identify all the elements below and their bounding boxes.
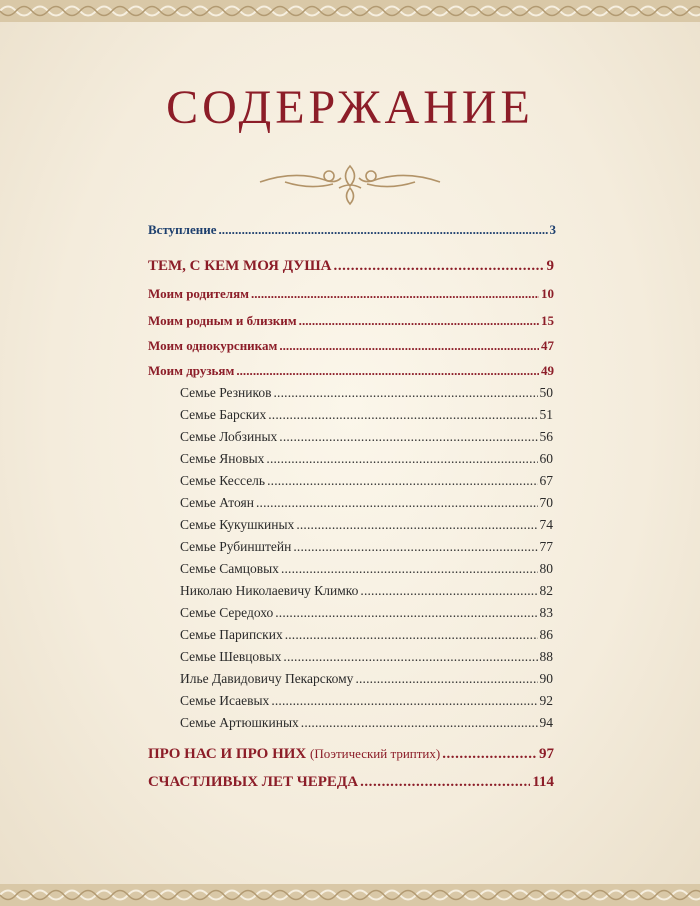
page-title: СОДЕРЖАНИЕ — [166, 81, 534, 134]
toc-entry-row[interactable]: Семье Яновых . . . 60 — [180, 451, 553, 467]
toc-entry-row[interactable]: Семье Середохо . . . 83 — [180, 605, 553, 621]
bottom-ornamental-border — [0, 884, 700, 906]
toc-section-row[interactable]: ПРО НАС И ПРО НИХ (Поэтический триптих) . . . 97 — [148, 746, 554, 763]
toc-entry-row[interactable]: Семье Шевцовых . . . 88 — [180, 649, 553, 665]
toc-subsection-row[interactable]: Моим однокурсникам . . . 47 — [148, 338, 554, 354]
toc-section-row[interactable]: СЧАСТЛИВЫХ ЛЕТ ЧЕРЕДА . . . 114 — [148, 774, 554, 791]
toc-entry-row[interactable]: Семье Атоян . . . 70 — [180, 495, 553, 511]
toc-entry-row[interactable]: Николаю Николаевичу Климко . . . 82 — [180, 583, 553, 599]
toc-entry-row[interactable]: Семье Артюшкиных . . . 94 — [180, 715, 553, 731]
toc-entry-row[interactable]: Семье Рубинштейн . . . 77 — [180, 539, 553, 555]
toc-intro-row[interactable]: Вступление . . . 3 — [148, 222, 556, 238]
toc-entry-row[interactable]: Семье Лобзиных . . . 56 — [180, 429, 553, 445]
flourish-ornament-icon — [255, 160, 445, 210]
toc-subsection-row[interactable]: Моим родным и близким . . . 15 — [148, 313, 554, 329]
toc-section-row[interactable]: ТЕМ, С КЕМ МОЯ ДУША . . . 9 — [148, 258, 554, 275]
toc-entry-row[interactable]: Семье Самцовых . . . 80 — [180, 561, 553, 577]
top-ornamental-border — [0, 0, 700, 22]
toc-subsection-row[interactable]: Моим родителям . . . 10 — [148, 286, 554, 302]
toc-entry-row[interactable]: Семье Парипских . . . 86 — [180, 627, 553, 643]
toc-entry-row[interactable]: Илье Давидовичу Пекарскому . . . 90 — [180, 671, 553, 687]
toc-subsection-row[interactable]: Моим друзьям . . . 49 — [148, 363, 554, 379]
toc-entry-row[interactable]: Семье Резников . . . 50 — [180, 385, 553, 401]
toc-entry-row[interactable]: Семье Барских . . . 51 — [180, 407, 553, 423]
toc-entry-row[interactable]: Семье Исаевых . . . 92 — [180, 693, 553, 709]
toc-entry-row[interactable]: Семье Кукушкиных . . . 74 — [180, 517, 553, 533]
toc-entry-row[interactable]: Семье Кессель . . . 67 — [180, 473, 553, 489]
